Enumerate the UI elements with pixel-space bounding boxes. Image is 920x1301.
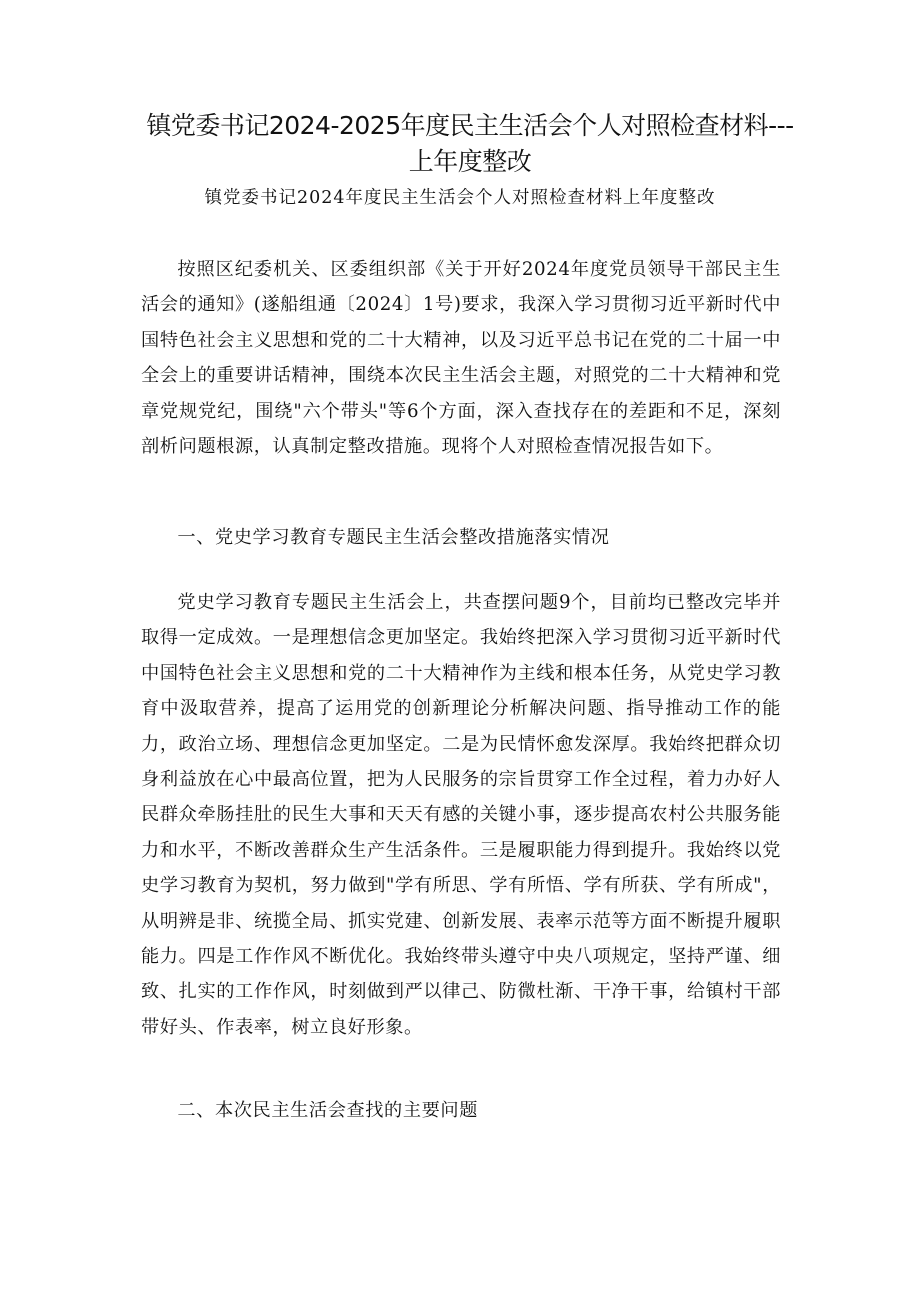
section-heading-one: 一、党史学习教育专题民主生活会整改措施落实情况 [177,527,610,548]
intro-paragraph: 按照区纪委机关、区委组织部《关于开好2024年度党员领导干部民主生活会的通知》(遂船组通〔2024〕1号)要求，我深入学习贯彻习近平新时代中国特色社会主义思想和党的二十大精神，以及习近平总书记在党的二十届一中全会上的重要讲话精神，围绕本次民主生活会主题，对照党的二十大精神和党章党规党纪，围绕"六个带头"等6个方面，深入查找存在的差距和不足，深刻剖析问题根源，认真制定整改措施。现将个人对照检查情况报告如下。 [141,259,781,458]
document-subtitle: 镇党委书记2024年度民主生活会个人对照检查材料上年度整改 [204,188,716,208]
document-title: 镇党委书记2024-2025年度民主生活会个人对照检查材料---上年度整改 [146,111,794,176]
section-heading-two: 二、本次民主生活会查找的主要问题 [177,1100,478,1121]
section-one-paragraph: 党史学习教育专题民主生活会上，共查摆问题9个，目前均已整改完毕并取得一定成效。一是理想信念更加坚定。我始终把深入学习贯彻习近平新时代中国特色社会主义思想和党的二十大精神作为主线和根本任务，从党史学习教育中汲取营养，提高了运用党的创新理论分析解决问题、指导推动工作的能力，政治立场、理想信念更加坚定。二是为民情怀愈发深厚。我始终把群众切身利益放在心中最高位置，把为人民服务的宗旨贯穿工作全过程，着力办好人民群众牵肠挂肚的民生大事和天天有感的关键小事，逐步提高农村公共服务能力和水平，不断改善群众生产生活条件。三是履职能力得到提升。我始终以党史学习教育为契机，努力做到"学有所思、学有所悟、学有所获、学有所成"，从明辨是非、统揽全局、抓实党建、创新发展、表率示范等方面不断提升履职能力。四是工作作风不断优化。我始终带头遵守中央八项规定，坚持严谨、细致、扎实的工作作风，时刻做到严以律己、防微杜渐、干净干事，给镇村干部带好头、作表率，树立良好形象。 [141,592,781,1038]
